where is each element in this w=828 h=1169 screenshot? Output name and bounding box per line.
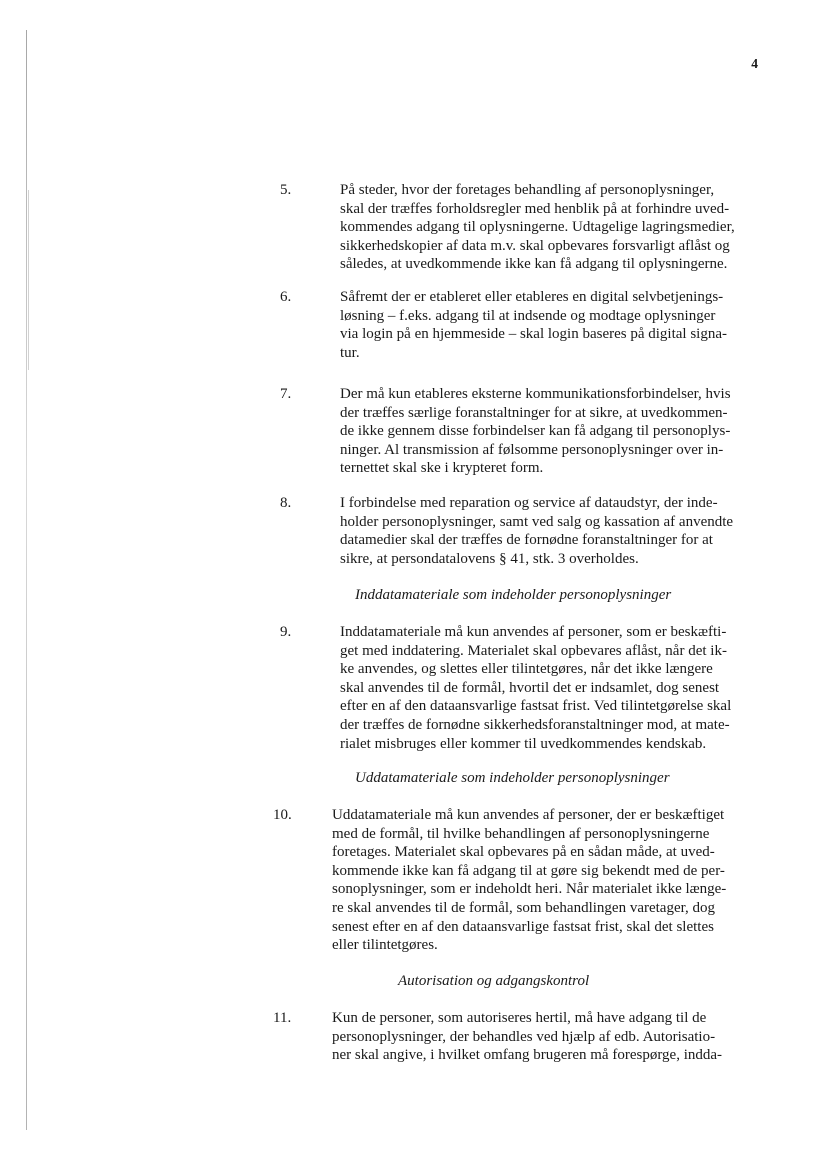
section-number: 11.: [273, 1010, 292, 1026]
section-number: 9.: [280, 624, 292, 640]
section-text: I forbindelse med reparation og service af dataudstyr, der inde- holder personoplysninger, samt ved salg og kassation af anvendte datamedier skal der træffes de fornødne foranstaltninger for at sikre, at persondatalovens § 41, stk. 3 overholdes.: [340, 495, 734, 567]
section-number: 7.: [280, 386, 292, 402]
section-text: Såfremt der er etableret eller etableres en digital selvbetjenings- løsning – f.eks. adgang til at indsende og modtage oplysninger via login på en hjemmeside – skal login baseres på digital signa- tur.: [340, 289, 727, 361]
section-number: 10.: [273, 807, 292, 823]
heading-autorisation: Autorisation og adgangskontrol: [398, 973, 590, 989]
heading-uddata: Uddatamateriale som indeholder personoplysninger: [355, 770, 670, 786]
section-text: Kun de personer, som autoriseres hertil, må have adgang til de personoplysninger, der behandles ved hjælp af edb. Autorisatio- ner skal angive, i hvilket omfang brugeren må forespørge, indda-: [332, 1010, 723, 1064]
section-number: 6.: [280, 289, 292, 305]
scan-edge-line-secondary: [28, 190, 29, 370]
scan-edge-line: [26, 30, 27, 1130]
section-text: Inddatamateriale må kun anvendes af personer, som er beskæfti- get med inddatering. Materialet skal opbevares aflåst, når det ik- ke anvendes, og slettes eller tilintetgøres, når det ikke længere skal anvendes til de formål, hvortil det er indsamlet, dog senest efter en af den dataansvarlige fastsat frist. Ved tilintetgørelse skal der træffes de fornødne sikkerhedsforanstaltninger mod, at mate- rialet misbruges eller kommer til uvedkommendes kendskab.: [340, 624, 732, 752]
heading-inddata: Inddatamateriale som indeholder personoplysninger: [355, 587, 672, 603]
section-text: På steder, hvor der foretages behandling af personoplysninger, skal der træffes forholdsregler med henblik på at forhindre uved- kommendes adgang til oplysningerne. Udtagelige lagringsmedier, sikkerhedskopier af data m.v. skal opbevares forsvarligt aflåst og således, at uvedkommende ikke kan få adgang til oplysningerne.: [340, 182, 735, 273]
section-text: Uddatamateriale må kun anvendes af personer, der er beskæftiget med de formål, til hvilke behandlingen af personoplysningerne foretages. Materialet skal opbevares på en sådan måde, at uved- kommende ikke kan få adgang til at gøre sig bekendt med de per- sonoplysninger, som er indeholdt heri. Når materialet ikke længe- re skal anvendes til de formål, som behandlingen varetager, dog senest efter en af den dataansvarlige fastsat frist, skal det slettes eller tilintetgøres.: [332, 807, 727, 954]
page-number: 4: [751, 56, 758, 71]
section-text: Der må kun etableres eksterne kommunikationsforbindelser, hvis der træffes særlige foranstaltninger for at sikre, at uvedkommen- de ikke gennem disse forbindelser kan få adgang til personoplys- ninger. Al transmission af følsomme personoplysninger over in- ternettet skal ske i krypteret form.: [340, 386, 731, 477]
section-number: 5.: [280, 182, 292, 198]
section-number: 8.: [280, 495, 292, 511]
